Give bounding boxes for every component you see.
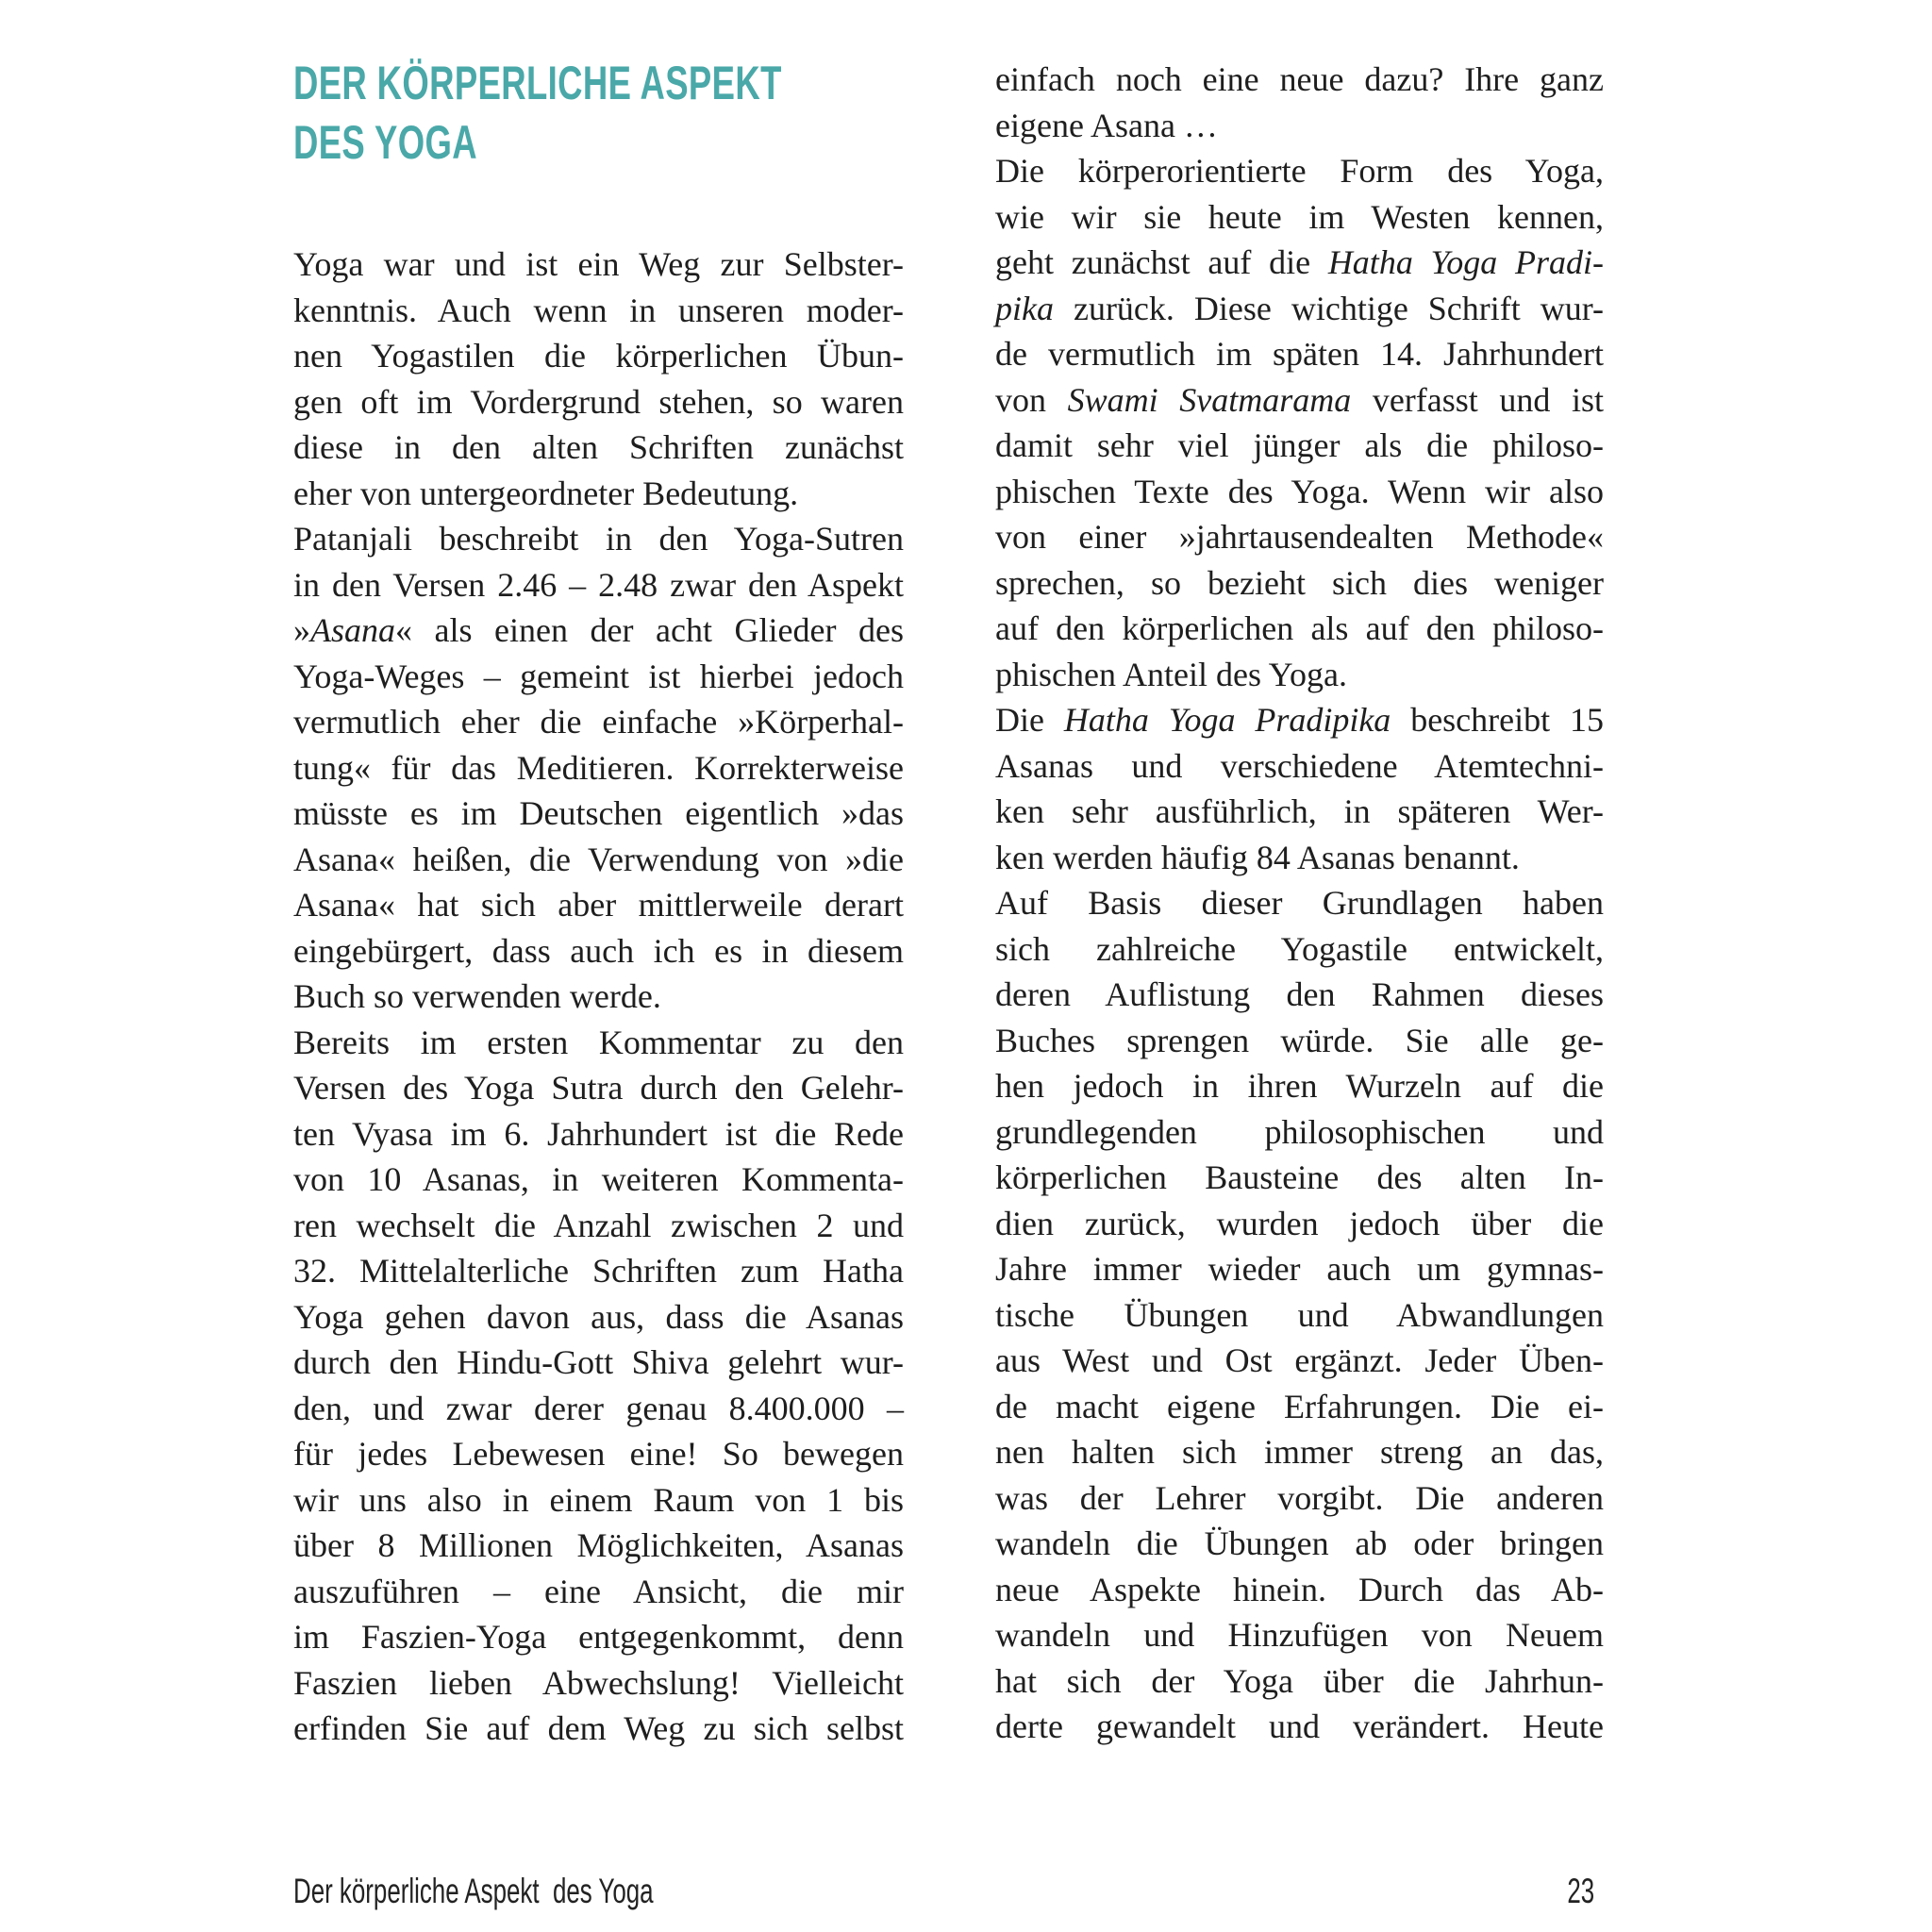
text-segment: ken werden häufig 84 Asanas benannt. (995, 838, 1520, 876)
text-line (293, 837, 904, 883)
text-segment: phischen Anteil des Yoga. (995, 655, 1347, 693)
text-segment: sprechen, so bezieht sich dies weniger (995, 563, 1604, 602)
text-line (995, 1338, 1604, 1384)
text-line (293, 928, 904, 974)
text-segment: wir uns also in einem Raum von 1 bis (293, 1480, 904, 1519)
text-line (995, 1109, 1604, 1156)
italic-text-segment: Hatha Yoga Pradipika (1063, 701, 1391, 739)
text-line (995, 148, 1604, 194)
text-segment: eigene Asana … (995, 106, 1218, 144)
text-line (995, 331, 1604, 377)
text-line (995, 1658, 1604, 1705)
text-line (293, 1111, 904, 1158)
text-line (995, 1384, 1604, 1430)
text-segment: de macht eigene Erfahrungen. Die ei- (995, 1387, 1604, 1425)
text-line (995, 1567, 1604, 1613)
text-segment: kenntnis. Auch wenn in unseren moder- (293, 291, 904, 329)
text-segment: deren Auflistung den Rahmen dieses (995, 975, 1604, 1013)
text-segment: tische Übungen und Abwandlungen (995, 1295, 1604, 1334)
text-segment: » (293, 611, 310, 649)
text-segment: Asanas und verschiedene Atemtechni- (995, 746, 1604, 785)
text-segment: aus West und Ost ergänzt. Jeder Üben- (995, 1341, 1604, 1379)
text-segment: Patanjali beschreibt in den Yoga-Sutren (293, 520, 904, 558)
text-line (293, 425, 904, 471)
text-line (995, 1246, 1604, 1292)
heading-line-1-text: DER KÖRPERLICHE ASPEKT (293, 57, 782, 109)
text-segment: wandeln und Hinzufügen von Neuem (995, 1616, 1604, 1654)
text-segment: eher von untergeordneter Bedeutung. (293, 474, 799, 512)
text-segment: Yoga war und ist ein Weg zur Selbster- (293, 245, 904, 283)
text-line (995, 835, 1604, 881)
text-line (293, 1386, 904, 1432)
text-segment: wandeln die Übungen ab oder bringen (995, 1524, 1604, 1562)
text-segment: zurück. Diese wichtige Schrift wur- (1053, 289, 1604, 327)
text-segment: Die (995, 701, 1064, 739)
chapter-heading (293, 54, 962, 173)
text-segment: Faszien lieben Abwechslung! Vielleicht (293, 1663, 904, 1702)
text-line (293, 1065, 904, 1111)
text-segment: derte gewandelt und verändert. Heute (995, 1707, 1604, 1745)
italic-text-segment: pika (995, 289, 1054, 327)
text-segment: müsste es im Deutschen eigentlich »das (293, 794, 904, 832)
text-line (293, 791, 904, 837)
text-line (995, 103, 1604, 149)
text-segment: damit sehr viel jünger als die philoso- (995, 426, 1604, 464)
text-segment: beschreibt 15 (1391, 701, 1604, 739)
text-segment: auszuführen – eine Ansicht, die mir (293, 1572, 904, 1610)
italic-text-segment: Hatha Yoga Pradi- (1327, 243, 1604, 281)
text-segment: auf den körperlichen als auf den philoso- (995, 609, 1604, 647)
text-segment: Yoga-Weges – gemeint ist hierbei jedoch (293, 657, 904, 695)
text-segment: grundlegenden philosophischen und (995, 1112, 1604, 1151)
text-line (293, 288, 904, 334)
text-line (995, 560, 1604, 607)
text-line (293, 1431, 904, 1477)
text-line (293, 1569, 904, 1615)
text-line (293, 562, 904, 608)
text-line (293, 1020, 904, 1066)
text-segment: de vermutlich im späten 14. Jahrhundert (995, 335, 1604, 373)
text-segment: erfinden Sie auf dem Weg zu sich selbst (293, 1709, 904, 1747)
text-line (995, 1018, 1604, 1064)
text-segment: 32. Mittelalterliche Schriften zum Hatha (293, 1252, 904, 1290)
text-segment: was der Lehrer vorgibt. Die anderen (995, 1478, 1604, 1517)
page-number: 23 (1567, 1872, 1594, 1910)
text-line (293, 1706, 904, 1752)
text-line (995, 1292, 1604, 1339)
text-segment: ren wechselt die Anzahl zwischen 2 und (293, 1206, 904, 1244)
text-line (293, 1340, 904, 1386)
text-line (995, 972, 1604, 1018)
heading-line-1 (293, 54, 962, 113)
text-segment: Asana« hat sich aber mittlerweile derart (293, 886, 904, 924)
text-segment: ken sehr ausführlich, in späteren Wer- (995, 792, 1604, 830)
text-line (995, 789, 1604, 835)
text-line (995, 1612, 1604, 1658)
text-segment: vermutlich eher die einfache »Körperhal- (293, 703, 904, 741)
text-segment: hen jedoch in ihren Wurzeln auf die (995, 1067, 1604, 1105)
text-segment: nen Yogastilen die körperlichen Übun- (293, 337, 904, 375)
text-segment: Jahre immer wieder auch um gymnas- (995, 1250, 1604, 1288)
text-segment: ten Vyasa im 6. Jahrhundert ist die Rede (293, 1114, 904, 1153)
text-line (995, 880, 1604, 926)
text-line (293, 242, 904, 288)
text-line (293, 654, 904, 700)
text-segment: Versen des Yoga Sutra durch den Gelehr- (293, 1069, 904, 1107)
text-segment: hat sich der Yoga über die Jahrhun- (995, 1661, 1604, 1700)
text-segment: wie wir sie heute im Westen kennen, (995, 197, 1604, 236)
text-segment: für jedes Lebewesen eine! So bewegen (293, 1435, 904, 1473)
text-segment: eingebürgert, dass auch ich es in diesem (293, 931, 904, 970)
text-line (995, 423, 1604, 469)
text-segment: einfach noch eine neue dazu? Ihre ganz (995, 60, 1604, 98)
text-segment: gen oft im Vordergrund stehen, so waren (293, 382, 904, 421)
text-line (995, 697, 1604, 743)
text-segment: den, und zwar derer genau 8.400.000 – (293, 1389, 904, 1427)
text-line (293, 1477, 904, 1524)
text-segment: dien zurück, wurden jedoch über die (995, 1204, 1604, 1242)
text-line (293, 1523, 904, 1569)
text-segment: Die körperorientierte Form des Yoga, (995, 152, 1604, 190)
text-segment: im Faszien-Yoga entgegenkommt, denn (293, 1618, 904, 1656)
text-line (995, 1201, 1604, 1247)
text-segment: « als einen der acht Glieder des (395, 611, 904, 649)
text-segment: von (995, 380, 1068, 419)
left-text-column (293, 242, 904, 1752)
text-line (995, 1521, 1604, 1567)
text-line (995, 926, 1604, 973)
text-segment: körperlichen Bausteine des alten In- (995, 1158, 1604, 1196)
text-line (293, 471, 904, 517)
text-segment: Buches sprengen würde. Sie alle ge- (995, 1021, 1604, 1059)
text-line (293, 1294, 904, 1341)
text-line (995, 377, 1604, 424)
text-segment: von 10 Asanas, in weiteren Kommenta- (293, 1160, 904, 1198)
text-segment: Auf Basis dieser Grundlagen haben (995, 884, 1604, 922)
text-segment: neue Aspekte hinein. Durch das Ab- (995, 1570, 1604, 1608)
text-segment: verfasst und ist (1351, 380, 1605, 419)
text-line (293, 1203, 904, 1249)
text-line (995, 1704, 1604, 1750)
text-line (995, 194, 1604, 241)
text-line (995, 1155, 1604, 1201)
text-line (293, 699, 904, 745)
text-line (995, 57, 1604, 103)
footer-chapter-title: Der körperliche Aspekt des Yoga (293, 1872, 654, 1910)
text-segment: nen halten sich immer streng an das, (995, 1433, 1604, 1471)
text-segment: sich zahlreiche Yogastile entwickelt, (995, 929, 1604, 968)
text-segment: durch den Hindu-Gott Shiva gelehrt wur- (293, 1343, 904, 1381)
heading-line-2 (293, 113, 962, 173)
text-segment: Buch so verwenden werde. (293, 977, 661, 1015)
text-line (995, 1475, 1604, 1522)
italic-text-segment: Asana (310, 611, 395, 649)
text-line (293, 333, 904, 379)
text-line (995, 286, 1604, 332)
text-line (293, 516, 904, 562)
text-segment: phischen Texte des Yoga. Wenn wir also (995, 472, 1604, 510)
text-segment: diese in den alten Schriften zunächst (293, 428, 904, 466)
text-line (995, 652, 1604, 698)
text-segment: Asana« heißen, die Verwendung von »die (293, 840, 904, 878)
text-segment: tung« für das Meditieren. Korrekterweise (293, 748, 904, 787)
text-segment: Bereits im ersten Kommentar zu den (293, 1023, 904, 1061)
text-segment: geht zunächst auf die (995, 243, 1328, 281)
text-line (293, 1157, 904, 1203)
text-line (995, 1063, 1604, 1109)
text-line (293, 745, 904, 791)
right-text-column (995, 57, 1604, 1750)
text-line (995, 606, 1604, 652)
text-line (995, 514, 1604, 560)
text-segment: über 8 Millionen Möglichkeiten, Asanas (293, 1526, 904, 1564)
text-line (293, 1614, 904, 1660)
text-line (995, 240, 1604, 286)
italic-text-segment: Swami Svatmarama (1067, 380, 1352, 419)
text-line (995, 1429, 1604, 1475)
text-segment: in den Versen 2.46 – 2.48 zwar den Aspekt (293, 565, 904, 604)
heading-line-2-text: DES YOGA (293, 116, 477, 169)
text-line (293, 608, 904, 654)
footer (293, 1872, 1594, 1911)
text-line (293, 974, 904, 1020)
text-line (995, 469, 1604, 515)
text-line (293, 1660, 904, 1707)
text-segment: Yoga gehen davon aus, dass die Asanas (293, 1297, 904, 1336)
text-line (995, 743, 1604, 790)
text-line (293, 882, 904, 928)
text-segment: von einer »jahrtausendealten Methode« (995, 518, 1604, 556)
text-line (293, 379, 904, 425)
text-line (293, 1248, 904, 1294)
